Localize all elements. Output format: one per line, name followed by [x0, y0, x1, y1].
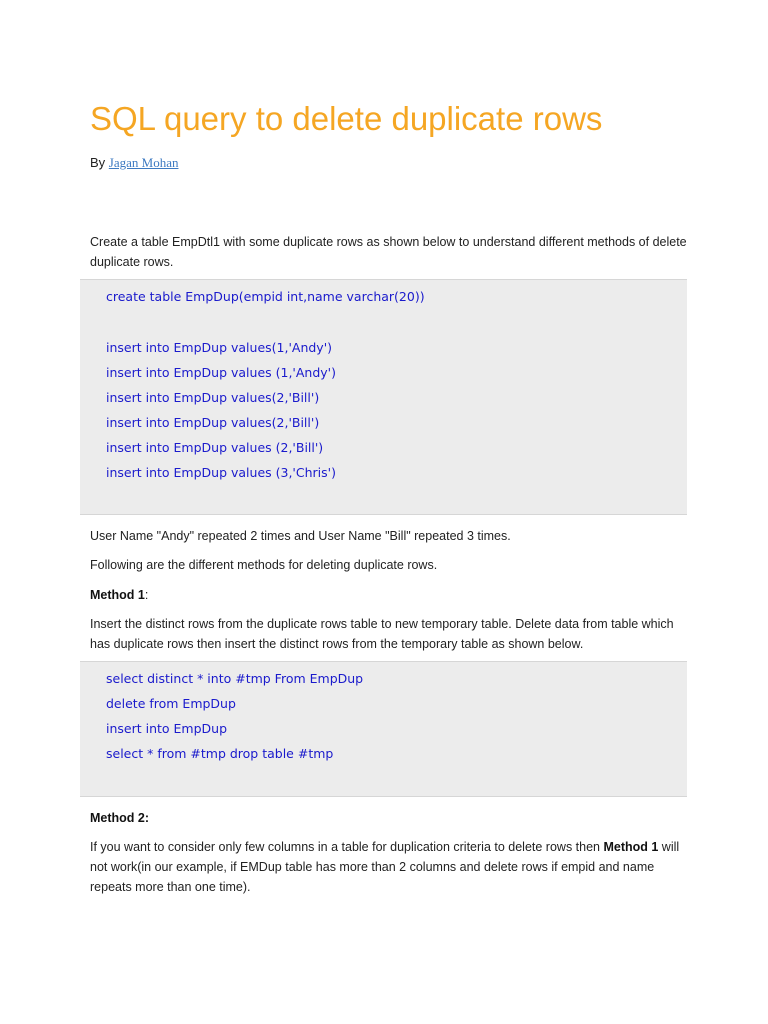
method1-heading-label: Method 1 — [90, 588, 145, 602]
method2-desc-part1: If you want to consider only few columns in a table for duplication criteria to delete rows then — [90, 840, 604, 854]
code-line: select distinct * into #tmp From EmpDup — [106, 671, 364, 686]
method2-description — [90, 837, 690, 897]
method2-desc-part2: will not work(in our example, if EMDup table has more than 2 columns and delete rows if empid and name repeats more than one time). — [90, 840, 680, 894]
code-block-method1 — [80, 661, 687, 797]
code-line: insert into EmpDup values(2,'Bill') — [106, 390, 320, 405]
method2-desc-bold: Method 1 — [603, 840, 659, 854]
code-line: insert into EmpDup values(2,'Bill') — [106, 415, 320, 430]
code-line: delete from EmpDup — [106, 696, 236, 711]
code-line: insert into EmpDup values (1,'Andy') — [106, 365, 336, 380]
code-line: create table EmpDup(empid int,name varchar(20)) — [106, 289, 425, 304]
code-line: insert into EmpDup — [106, 721, 228, 736]
method1-heading — [90, 585, 690, 605]
method2-heading — [90, 808, 690, 828]
code-line: insert into EmpDup values(1,'Andy') — [106, 340, 333, 355]
code-line: select * from #tmp drop table #tmp — [106, 746, 334, 761]
method1-description: Insert the distinct rows from the duplicate rows table to new temporary table. Delete data from table which has duplicate rows then insert the distinct rows from the temporary table as shown below. — [90, 617, 674, 651]
summary-paragraph: User Name "Andy" repeated 2 times and User Name "Bill" repeated 3 times. — [90, 529, 511, 543]
code-block-create-table — [80, 279, 687, 515]
intro-paragraph: Create a table EmpDtl1 with some duplicate rows as shown below to understand different methods of delete duplicate rows. — [90, 235, 687, 269]
following-paragraph: Following are the different methods for deleting duplicate rows. — [90, 558, 438, 572]
author-link[interactable]: Jagan Mohan — [108, 155, 179, 170]
method2-heading-label: Method 2: — [90, 811, 150, 825]
page-title: SQL query to delete duplicate rows — [90, 100, 603, 137]
method1-heading-colon: : — [144, 588, 149, 602]
code-line: insert into EmpDup values (3,'Chris') — [106, 465, 336, 480]
byline-prefix: By — [90, 155, 106, 170]
byline — [90, 155, 178, 171]
code-line: insert into EmpDup values (2,'Bill') — [106, 440, 324, 455]
